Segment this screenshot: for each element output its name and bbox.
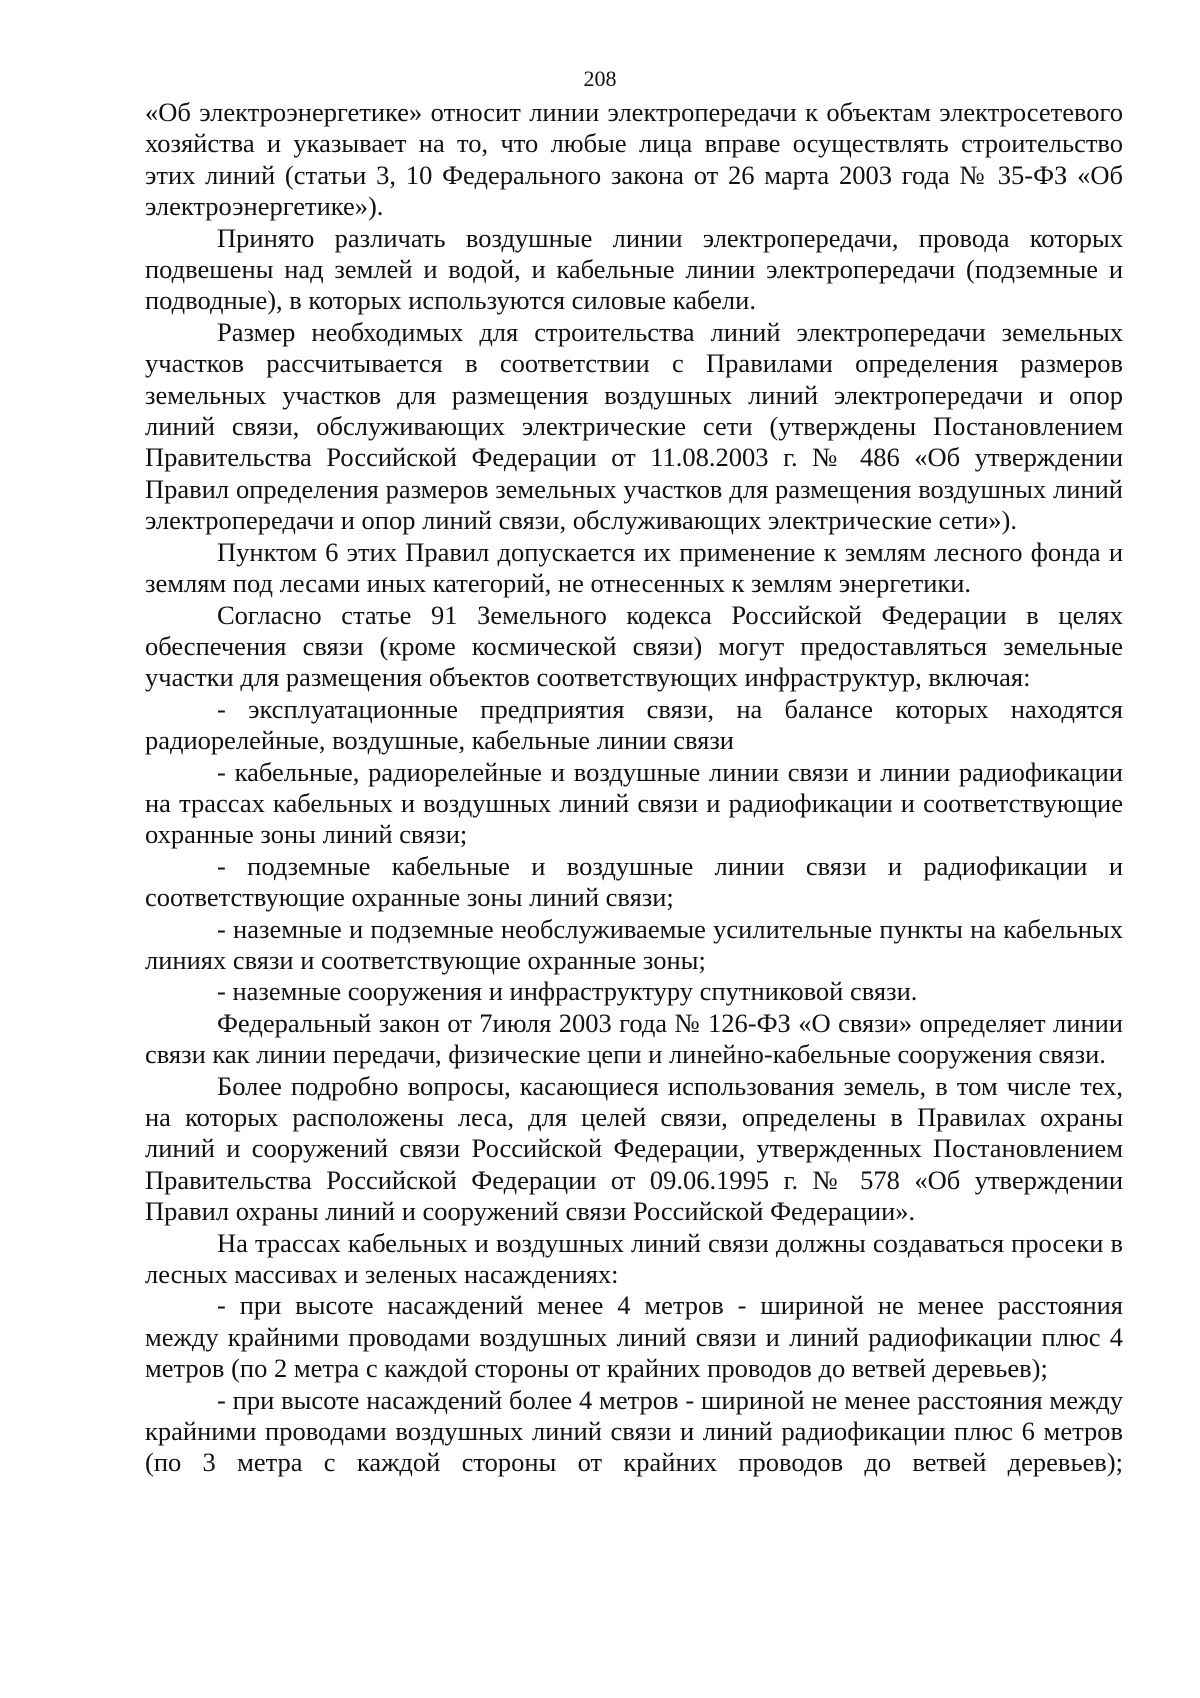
paragraph: Принято различать воздушные линии электропередачи, провода которых подвешены над землей и водой, и кабельные линии электропередачи (подземные и подводные), в которых используются силовые кабели. xyxy=(145,222,1123,316)
list-item: - эксплуатационные предприятия связи, на балансе которых находятся радиорелейные, воздушные, кабельные линии связи xyxy=(145,693,1123,756)
list-item: - наземные сооружения и инфраструктуру спутниковой связи. xyxy=(217,976,918,1007)
list-item: - подземные кабельные и воздушные линии связи и радиофикации и соответствующие охранные зоны линий связи; xyxy=(145,850,1123,913)
paragraph: Более подробно вопросы, касающиеся использования земель, в том числе тех, на которых расположены леса, для целей связи, определены в Правилах охраны линий и сооружений связи Российской Федерации, утвержденных Постановлением Правительства Российской Федерации от 09.06.1995 г. № 578 «Об утверждении Правил охраны линий и сооружений связи Российской Федерации». xyxy=(145,1070,1123,1227)
paragraph: На трассах кабельных и воздушных линий связи должны создаваться просеки в лесных массивах и зеленых насаждениях: xyxy=(145,1227,1123,1290)
list-item: - кабельные, радиорелейные и воздушные линии связи и линии радиофикации на трассах кабельных и воздушных линий связи и радиофикации и соответствующие охранные зоны линий связи; xyxy=(145,756,1123,850)
paragraph: Размер необходимых для строительства линий электропередачи земельных участков рассчитывается в соответствии с Правилами определения размеров земельных участков для размещения воздушных линий электропередачи и опор линий связи, обслуживающих электрические сети (утверждены Постановлением Правительства Российской Федерации от 11.08.2003 г. № 486 «Об утверждении Правил определения размеров земельных участков для размещения воздушных линий электропередачи и опор линий связи, обслуживающих электрические сети»). xyxy=(145,316,1123,536)
paragraph: «Об электроэнергетике» относит линии электропередачи к объектам электросетевого хозяйства и указывает на то, что любые лица вправе осуществлять строительство этих линий (статьи 3, 10 Федерального закона от 26 марта 2003 года № 35-ФЗ «Об электроэнергетике»). xyxy=(145,97,1123,222)
list-item: - наземные и подземные необслуживаемые усилительные пункты на кабельных линиях связи и соответствующие охранные зоны; xyxy=(145,913,1123,975)
paragraph: Согласно статье 91 Земельного кодекса Российской Федерации в целях обеспечения связи (кроме космической связи) могут предоставляться земельные участки для размещения объектов соответствующих инфраструктур, включая: xyxy=(145,599,1123,693)
paragraph: Пунктом 6 этих Правил допускается их применение к землям лесного фонда и землям под лесами иных категорий, не отнесенных к землям энергетики. xyxy=(145,536,1123,599)
document-body xyxy=(145,97,1123,1479)
page-number: 208 xyxy=(583,66,617,91)
paragraph: Федеральный закон от 7июля 2003 года № 126-ФЗ «О связи» определяет линии связи как линии передачи, физические цепи и линейно-кабельные сооружения связи. xyxy=(145,1007,1123,1070)
list-item: - при высоте насаждений более 4 метров - шириной не менее расстояния между крайними проводами воздушных линий связи и линий радиофикации плюс 6 метров (по 3 метра с каждой стороны от крайних проводов до ветвей деревьев); xyxy=(145,1384,1123,1478)
list-item: - при высоте насаждений менее 4 метров - шириной не менее расстояния между крайними проводами воздушных линий связи и линий радиофикации плюс 4 метров (по 2 метра с каждой стороны от крайних проводов до ветвей деревьев); xyxy=(145,1290,1123,1384)
